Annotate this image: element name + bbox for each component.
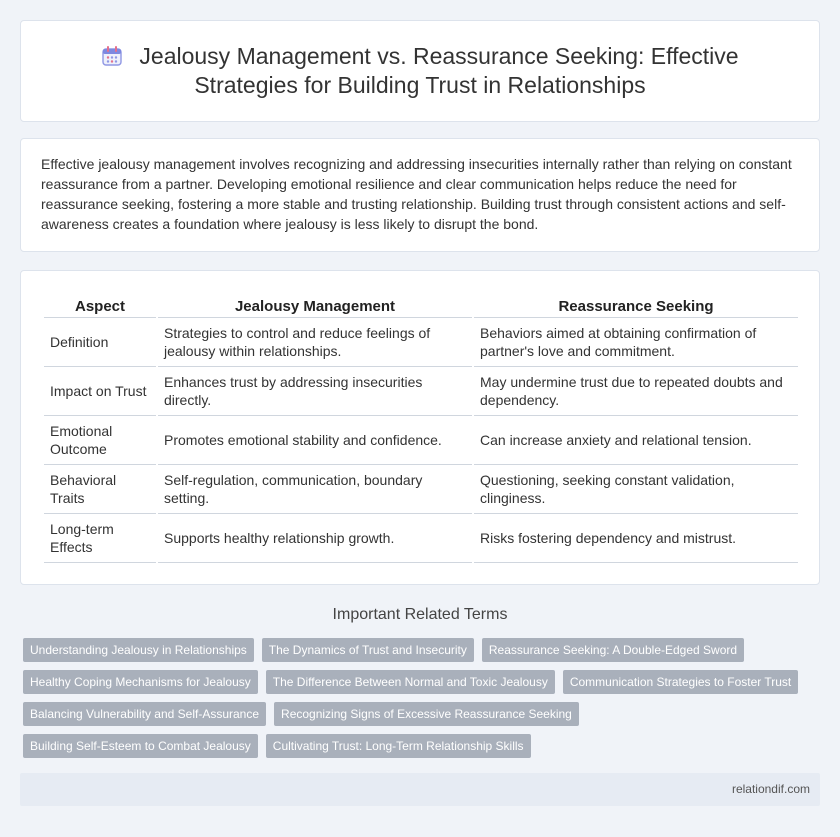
table-cell: Enhances trust by addressing insecurities directly. <box>158 367 472 416</box>
related-terms-title: Important Related Terms <box>332 606 508 623</box>
table-header-row <box>44 295 798 318</box>
table-cell: Behaviors aimed at obtaining confirmation of partner's love and commitment. <box>474 318 798 367</box>
table-cell-aspect: Impact on Trust <box>44 367 156 416</box>
calendar-icon <box>101 45 123 67</box>
table-cell: Can increase anxiety and relational tension. <box>474 416 798 465</box>
table-row <box>44 514 798 563</box>
related-term-tag[interactable]: Recognizing Signs of Excessive Reassurance Seeking <box>274 702 579 726</box>
table-cell: Promotes emotional stability and confidence. <box>158 416 472 465</box>
table-row <box>44 465 798 514</box>
related-term-tag[interactable]: Healthy Coping Mechanisms for Jealousy <box>23 670 258 694</box>
table-row <box>44 318 798 367</box>
table-cell-aspect: Definition <box>44 318 156 367</box>
table-cell: Risks fostering dependency and mistrust. <box>474 514 798 563</box>
header-aspect: Aspect <box>44 295 156 318</box>
intro-card <box>20 138 820 252</box>
related-term-tag[interactable]: Reassurance Seeking: A Double-Edged Sword <box>482 638 744 662</box>
related-term-tag[interactable]: Building Self-Esteem to Combat Jealousy <box>23 734 258 758</box>
related-term-tag[interactable]: The Difference Between Normal and Toxic Jealousy <box>266 670 555 694</box>
table-cell: Questioning, seeking constant validation, clinginess. <box>474 465 798 514</box>
page-title-text: Jealousy Management vs. Reassurance Seeking: Effective Strategies for Building Trust in Relationships <box>139 43 739 98</box>
title-wrap <box>61 21 779 121</box>
intro-paragraph: Effective jealousy management involves recognizing and addressing insecurities internally rather than relying on constant reassurance from a partner. Developing emotional resilience and clear communication helps reduce the need for reassurance seeking, fostering a more stable and trusting relationship. Building trust through consistent actions and self-awareness creates a foundation where jealousy is less likely to disrupt the bond. <box>41 156 792 232</box>
related-term-tag[interactable]: Communication Strategies to Foster Trust <box>563 670 798 694</box>
table-cell-aspect: Behavioral Traits <box>44 465 156 514</box>
page-title <box>61 42 779 100</box>
related-term-tag[interactable]: Understanding Jealousy in Relationships <box>23 638 254 662</box>
related-term-tag[interactable]: Cultivating Trust: Long-Term Relationship Skills <box>266 734 531 758</box>
footer-site-link[interactable]: relationdif.com <box>731 782 810 796</box>
table-row <box>44 367 798 416</box>
comparison-card <box>20 270 820 585</box>
table-cell-aspect: Long-term Effects <box>44 514 156 563</box>
header-reassurance-seeking: Reassurance Seeking <box>474 295 798 318</box>
table-cell: Self-regulation, communication, boundary setting. <box>158 465 472 514</box>
table-cell: Supports healthy relationship growth. <box>158 514 472 563</box>
comparison-table <box>42 295 800 563</box>
table-row <box>44 416 798 465</box>
table-cell-aspect: Emotional Outcome <box>44 416 156 465</box>
title-card <box>20 20 820 122</box>
footer <box>20 773 820 806</box>
header-jealousy-management: Jealousy Management <box>158 295 472 318</box>
table-cell: Strategies to control and reduce feelings of jealousy within relationships. <box>158 318 472 367</box>
related-terms-list <box>23 638 823 766</box>
table-cell: May undermine trust due to repeated doubts and dependency. <box>474 367 798 416</box>
related-term-tag[interactable]: The Dynamics of Trust and Insecurity <box>262 638 474 662</box>
related-term-tag[interactable]: Balancing Vulnerability and Self-Assurance <box>23 702 266 726</box>
